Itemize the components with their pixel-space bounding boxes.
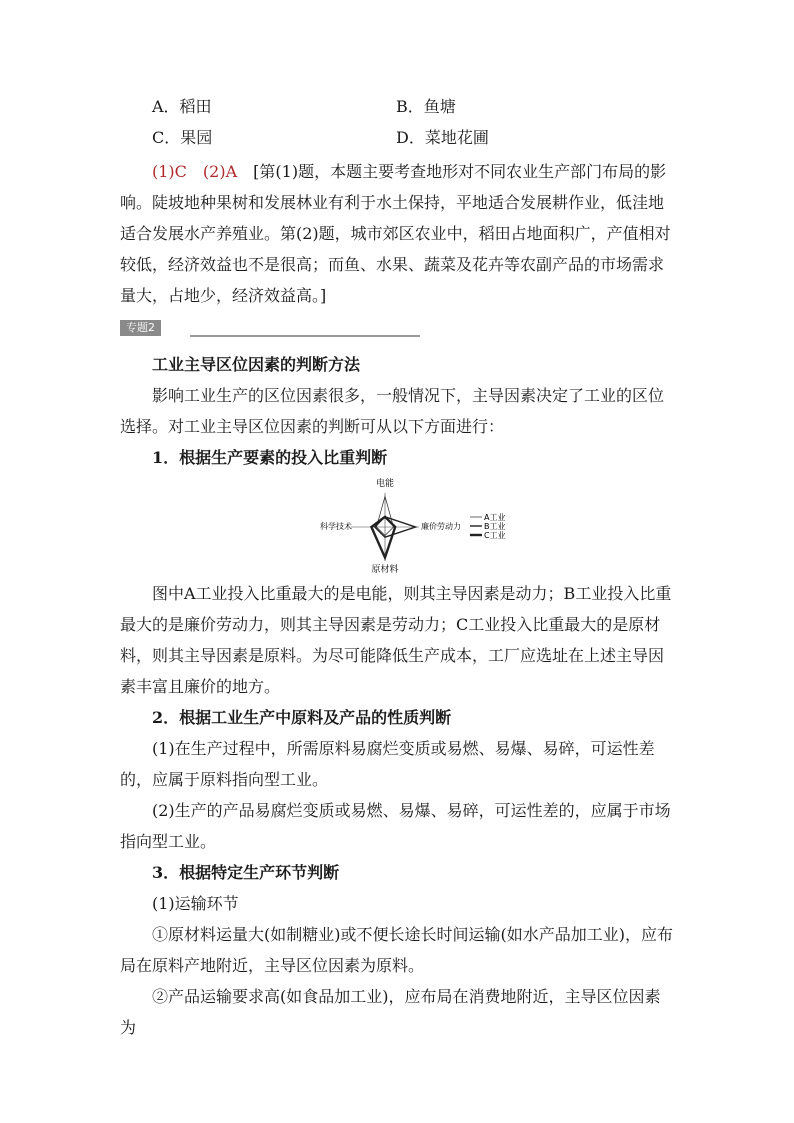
- axis-label-right: 廉价劳动力: [421, 522, 461, 531]
- section3-item1: ①原材料运量大(如制糖业)或不便长途长时间运输(如水产品加工业)，应布局在原料产地附近，主导区位因素为原料。: [120, 925, 673, 975]
- answer-paragraph: [120, 156, 676, 311]
- answer-explanation: [第(1)题，本题主要考查地形对不同农业生产部门布局的影响。陡坡地种果树和发展林业有利于水土保持，平地适合发展耕作业，低洼地适合发展水产养殖业。第(2)题，城市郊区农业中，稻田占地面积广，产值相对较低，经济效益也不是很高；而鱼、水果、蔬菜及花卉等农副产品的市场需求量大，占地少，经济效益高。]: [120, 162, 671, 305]
- axis-label-bottom: 原材料: [371, 565, 399, 575]
- section3-sub1: (1)运输环节: [152, 894, 239, 913]
- axis-label-left: 科学技术: [320, 522, 352, 531]
- section2-p2: (2)生产的产品易腐烂变质或易燃、易爆、易碎，可运性差的，应属于市场指向型工业。: [120, 801, 671, 851]
- option-b: B．鱼塘: [396, 97, 456, 116]
- section3-heading: 3．根据特定生产环节判断: [152, 863, 340, 882]
- topic-banner: [120, 320, 420, 338]
- options-row-1: [152, 92, 672, 122]
- section2-p1: (1)在生产过程中，所需原料易腐烂变质或易燃、易爆、易碎，可运性差的，应属于原料指向型工业。: [120, 739, 655, 789]
- option-d: D．菜地花圃: [396, 128, 489, 147]
- section1-heading: 1．根据生产要素的投入比重判断: [152, 448, 388, 467]
- axis-label-top: 电能: [375, 479, 395, 489]
- radar-grid: [351, 493, 419, 561]
- section1-text: 图中A工业投入比重最大的是电能，则其主导因素是动力；B工业投入比重最大的是廉价劳动力，则其主导因素是劳动力；C工业投入比重最大的是原材料，则其主导因素是原料。为尽可能降低生产成本，工厂应选址在上述主导因素丰富且廉价的地方。: [120, 584, 672, 696]
- section2-heading: 2．根据工业生产中原料及产品的性质判断: [152, 708, 452, 727]
- section3-item2: ②产品运输要求高(如食品加工业)，应布局在消费地附近，主导区位因素为: [120, 987, 661, 1037]
- answer-key: (1)C (2)A: [152, 162, 238, 181]
- topic-title: 工业主导区位因素的判断方法: [152, 355, 361, 374]
- radar-legend: [470, 512, 506, 540]
- option-c: C．果园: [152, 128, 213, 147]
- radar-chart: [300, 475, 530, 575]
- topic-divider: [190, 335, 420, 337]
- legend-label-a: A工业: [484, 513, 506, 522]
- legend-label-c: C工业: [484, 531, 506, 540]
- radar-series-3: [371, 517, 395, 558]
- legend-label-b: B工业: [484, 522, 506, 531]
- topic-tag: 专题2: [120, 320, 161, 336]
- topic-intro: 影响工业生产的区位因素很多，一般情况下，主导因素决定了工业的区位选择。对工业主导区位因素的判断可从以下方面进行：: [120, 386, 665, 436]
- option-a: A．稻田: [152, 97, 212, 116]
- options-row-2: [152, 123, 672, 153]
